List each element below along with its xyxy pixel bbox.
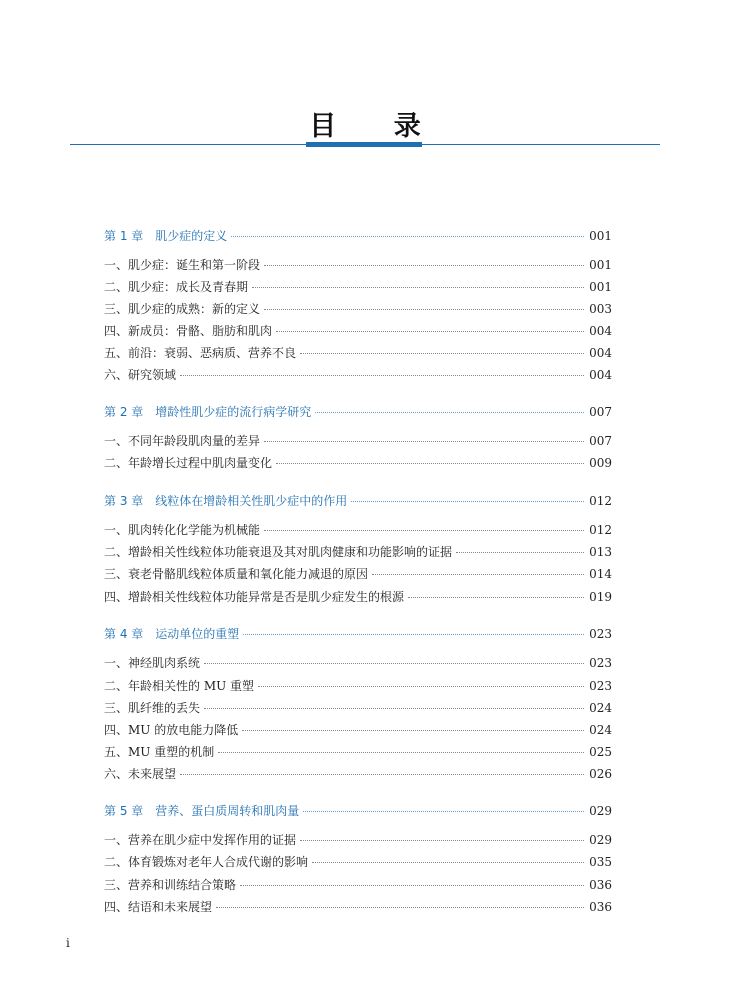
page-number: 019 <box>589 590 612 604</box>
section-title: 一、肌肉转化化学能为机械能 <box>104 523 261 537</box>
toc-section[interactable] <box>104 343 612 363</box>
page-number: 035 <box>589 855 612 869</box>
dot-leader <box>180 774 584 775</box>
dot-leader <box>372 574 584 575</box>
section-title: 四、MU 的放电能力降低 <box>104 723 239 737</box>
dot-leader <box>408 597 584 598</box>
dot-leader <box>264 530 584 531</box>
section-title: 二、肌少症：成长及青春期 <box>104 280 249 294</box>
page-number: 001 <box>589 280 612 294</box>
dot-leader <box>351 501 584 502</box>
section-title: 二、年龄增长过程中肌肉量变化 <box>104 456 273 470</box>
page-number: 029 <box>589 833 612 847</box>
page-number: 029 <box>589 804 612 818</box>
dot-leader <box>252 287 584 288</box>
page-number: 024 <box>589 723 612 737</box>
chapter-title: 运动单位的重塑 <box>155 627 240 641</box>
page-number: 036 <box>589 900 612 914</box>
toc-section[interactable] <box>104 321 612 341</box>
page-number: 024 <box>589 701 612 715</box>
section-title: 六、未来展望 <box>104 767 177 781</box>
dot-leader <box>300 353 584 354</box>
page-number: 001 <box>589 258 612 272</box>
section-title: 二、年龄相关性的 MU 重塑 <box>104 679 255 693</box>
section-title: 四、结语和未来展望 <box>104 900 213 914</box>
toc-section[interactable] <box>104 277 612 297</box>
dot-leader <box>258 686 584 687</box>
page-number: 004 <box>589 346 612 360</box>
toc-section[interactable] <box>104 520 612 540</box>
dot-leader <box>240 885 584 886</box>
toc-section[interactable] <box>104 852 612 872</box>
chapter-number: 第 4 章 <box>104 627 144 641</box>
section-title: 五、前沿：衰弱、恶病质、营养不良 <box>104 346 297 360</box>
toc-section[interactable] <box>104 875 612 895</box>
chapter-number: 第 5 章 <box>104 804 144 818</box>
chapter-title: 肌少症的定义 <box>155 229 228 243</box>
dot-leader <box>204 708 584 709</box>
section-title: 二、增龄相关性线粒体功能衰退及其对肌肉健康和功能影响的证据 <box>104 545 453 559</box>
chapter-heading <box>104 226 227 246</box>
chapter-heading <box>104 402 311 422</box>
chapter-number: 第 1 章 <box>104 229 144 243</box>
dot-leader <box>180 375 584 376</box>
dot-leader <box>231 236 584 237</box>
section-title: 一、肌少症：诞生和第一阶段 <box>104 258 261 272</box>
page-number: 036 <box>589 878 612 892</box>
chapter-title: 增龄性肌少症的流行病学研究 <box>155 405 312 419</box>
toc-section[interactable] <box>104 720 612 740</box>
dot-leader <box>456 552 584 553</box>
toc-chapter-2[interactable] <box>104 402 612 422</box>
page-title: 目 录 <box>309 111 445 142</box>
dot-leader <box>300 840 584 841</box>
toc-section[interactable] <box>104 676 612 696</box>
toc-chapter-4[interactable] <box>104 624 612 644</box>
section-title: 一、营养在肌少症中发挥作用的证据 <box>104 833 297 847</box>
toc-section[interactable] <box>104 365 612 385</box>
toc-section[interactable] <box>104 542 612 562</box>
chapter-number: 第 3 章 <box>104 494 144 508</box>
section-title: 六、研究领域 <box>104 368 177 382</box>
dot-leader <box>242 730 584 731</box>
toc-section[interactable] <box>104 897 612 917</box>
page-number: 013 <box>589 545 612 559</box>
chapter-title: 营养、蛋白质周转和肌肉量 <box>155 804 300 818</box>
toc-section[interactable] <box>104 653 612 673</box>
toc-chapter-5[interactable] <box>104 801 612 821</box>
dot-leader <box>216 907 584 908</box>
page-number: 001 <box>589 229 612 243</box>
section-title: 四、增龄相关性线粒体功能异常是否是肌少症发生的根源 <box>104 590 405 604</box>
chapter-heading <box>104 624 239 644</box>
section-title: 五、MU 重塑的机制 <box>104 745 215 759</box>
page-number: 023 <box>589 656 612 670</box>
dot-leader <box>264 441 584 442</box>
page-number: 023 <box>589 679 612 693</box>
chapter-title: 线粒体在增龄相关性肌少症中的作用 <box>155 494 348 508</box>
toc-section[interactable] <box>104 564 612 584</box>
page-number: 003 <box>589 302 612 316</box>
section-title: 三、营养和训练结合策略 <box>104 878 237 892</box>
page-folio: i <box>66 936 70 950</box>
title-rule-accent <box>306 142 422 147</box>
dot-leader <box>264 309 584 310</box>
chapter-number: 第 2 章 <box>104 405 144 419</box>
section-title: 三、肌纤维的丢失 <box>104 701 201 715</box>
toc-section[interactable] <box>104 431 612 451</box>
page-number: 012 <box>589 494 612 508</box>
toc-section[interactable] <box>104 299 612 319</box>
page-number: 009 <box>589 456 612 470</box>
section-title: 一、神经肌肉系统 <box>104 656 201 670</box>
page-number: 007 <box>589 434 612 448</box>
page-number: 004 <box>589 368 612 382</box>
dot-leader <box>218 752 584 753</box>
dot-leader <box>312 862 584 863</box>
dot-leader <box>303 811 584 812</box>
toc-section[interactable] <box>104 764 612 784</box>
toc-section[interactable] <box>104 453 612 473</box>
page-number: 004 <box>589 324 612 338</box>
chapter-heading <box>104 801 299 821</box>
toc-section[interactable] <box>104 698 612 718</box>
section-title: 三、肌少症的成熟：新的定义 <box>104 302 261 316</box>
chapter-heading <box>104 491 347 511</box>
dot-leader <box>276 463 584 464</box>
dot-leader <box>276 331 584 332</box>
toc-section[interactable] <box>104 255 612 275</box>
page-number: 023 <box>589 627 612 641</box>
toc-section[interactable] <box>104 742 612 762</box>
toc-chapter-3[interactable] <box>104 491 612 511</box>
page-number: 014 <box>589 567 612 581</box>
toc-section[interactable] <box>104 830 612 850</box>
page-number: 026 <box>589 767 612 781</box>
toc-section[interactable] <box>104 587 612 607</box>
page-number: 025 <box>589 745 612 759</box>
dot-leader <box>264 265 584 266</box>
page-number: 012 <box>589 523 612 537</box>
page-number: 007 <box>589 405 612 419</box>
section-title: 三、衰老骨骼肌线粒体质量和氧化能力减退的原因 <box>104 567 369 581</box>
dot-leader <box>204 663 584 664</box>
toc-chapter-1[interactable] <box>104 226 612 246</box>
section-title: 一、不同年龄段肌肉量的差异 <box>104 434 261 448</box>
dot-leader <box>243 634 584 635</box>
section-title: 二、体育锻炼对老年人合成代谢的影响 <box>104 855 309 869</box>
section-title: 四、新成员：骨骼、脂肪和肌肉 <box>104 324 273 338</box>
dot-leader <box>315 412 584 413</box>
